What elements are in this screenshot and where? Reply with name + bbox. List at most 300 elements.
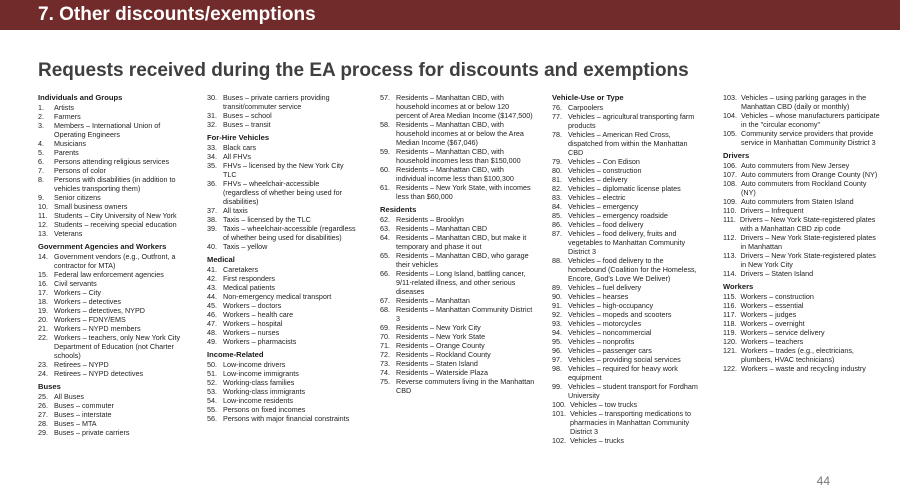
item-number: 49. bbox=[207, 337, 217, 346]
item-text: Taxis – yellow bbox=[223, 242, 268, 251]
item-number: 95. bbox=[552, 337, 562, 346]
list-item bbox=[207, 396, 357, 405]
item-number: 21. bbox=[38, 324, 48, 333]
item-text: Workers – nurses bbox=[223, 328, 280, 337]
item-number: 113. bbox=[723, 251, 737, 260]
item-number: 103. bbox=[723, 93, 737, 102]
item-text: Vehicles – food delivery, fruits and vegetables to Manhattan Community District 3 bbox=[568, 229, 686, 256]
item-number: 13. bbox=[38, 229, 48, 238]
item-text: Persons with disabilities (in addition to vehicles transporting them) bbox=[54, 175, 176, 193]
list-item bbox=[38, 220, 188, 229]
item-text: Persons of color bbox=[54, 166, 106, 175]
item-number: 31. bbox=[207, 111, 217, 120]
item-text: Drivers – Infrequent bbox=[740, 206, 804, 215]
list-item bbox=[552, 166, 702, 175]
item-number: 92. bbox=[552, 310, 562, 319]
list-item bbox=[38, 360, 188, 369]
item-number: 67. bbox=[380, 296, 390, 305]
item-number: 56. bbox=[207, 414, 217, 423]
group-title: Residents bbox=[380, 205, 417, 214]
list-item bbox=[207, 369, 357, 378]
item-text: Buses – interstate bbox=[54, 410, 112, 419]
list-item bbox=[38, 306, 188, 315]
list-item bbox=[380, 147, 535, 165]
list-item bbox=[552, 130, 702, 157]
list-item bbox=[552, 337, 702, 346]
item-text: Auto commuters from New Jersey bbox=[741, 161, 850, 170]
item-number: 3. bbox=[38, 121, 44, 130]
list-item bbox=[207, 319, 357, 328]
item-number: 90. bbox=[552, 292, 562, 301]
item-number: 104. bbox=[723, 111, 737, 120]
item-text: Vehicles – construction bbox=[568, 166, 642, 175]
item-number: 62. bbox=[380, 215, 390, 224]
item-text: Workers – trades (e.g., electricians, plumbers, HVAC technicians) bbox=[741, 346, 854, 364]
item-text: Buses – private carriers bbox=[54, 428, 130, 437]
item-number: 40. bbox=[207, 242, 217, 251]
item-text: Residents – Manhattan CBD, with household incomes at or below 120 percent of Area Median Income ($147,500) bbox=[396, 93, 533, 120]
item-number: 70. bbox=[380, 332, 390, 341]
item-text: Residents – Manhattan CBD, who garage their vehicles bbox=[396, 251, 529, 269]
item-text: Black cars bbox=[223, 143, 257, 152]
list-item bbox=[207, 274, 357, 283]
list-item bbox=[380, 350, 535, 359]
list-group bbox=[552, 93, 702, 445]
item-number: 73. bbox=[380, 359, 390, 368]
item-text: Drivers – New York State-registered plates with a Manhattan CBD zip code bbox=[739, 215, 876, 233]
item-number: 23. bbox=[38, 360, 48, 369]
list-item bbox=[723, 319, 883, 328]
item-number: 108. bbox=[723, 179, 737, 188]
group-title: Vehicle-Use or Type bbox=[552, 93, 624, 102]
item-text: Residents – New York State bbox=[396, 332, 486, 341]
item-number: 118. bbox=[723, 319, 737, 328]
item-number: 111. bbox=[723, 215, 736, 224]
item-text: FHVs – licensed by the New York City TLC bbox=[223, 161, 344, 179]
list-item bbox=[380, 341, 535, 350]
list-item bbox=[723, 111, 883, 129]
item-text: Working-class immigrants bbox=[223, 387, 306, 396]
list-item bbox=[380, 120, 535, 147]
list-item bbox=[552, 283, 702, 292]
group-title: Government Agencies and Workers bbox=[38, 242, 167, 251]
item-text: Taxis – wheelchair-accessible (regardless of whether being used for disabilities) bbox=[223, 224, 356, 242]
list-item bbox=[38, 401, 188, 410]
item-text: Working-class families bbox=[223, 378, 295, 387]
item-number: 11. bbox=[38, 211, 48, 220]
list-item bbox=[207, 224, 357, 242]
item-text: Buses – private carriers providing transit/commuter service bbox=[223, 93, 330, 111]
item-text: Workers – detectives bbox=[54, 297, 121, 306]
item-number: 77. bbox=[552, 112, 562, 121]
list-item bbox=[552, 301, 702, 310]
item-text: Taxis – licensed by the TLC bbox=[223, 215, 311, 224]
item-number: 4. bbox=[38, 139, 44, 148]
item-number: 63. bbox=[380, 224, 390, 233]
item-text: Federal law enforcement agencies bbox=[54, 270, 164, 279]
list-item bbox=[552, 382, 702, 400]
item-text: Vehicles – providing social services bbox=[568, 355, 681, 364]
item-text: Residents – Manhattan CBD, but make it temporary and phase it out bbox=[396, 233, 527, 251]
item-text: Residents – Manhattan bbox=[396, 296, 470, 305]
list-item bbox=[207, 310, 357, 319]
item-number: 36. bbox=[207, 179, 217, 188]
item-number: 119. bbox=[723, 328, 737, 337]
item-number: 114. bbox=[723, 269, 737, 278]
item-text: Low-income immigrants bbox=[223, 369, 299, 378]
item-number: 87. bbox=[552, 229, 562, 238]
item-number: 59. bbox=[380, 147, 390, 156]
item-number: 102. bbox=[552, 436, 566, 445]
list-item bbox=[38, 157, 188, 166]
list-group bbox=[207, 350, 357, 423]
item-text: Reverse commuters living in the Manhattan CBD bbox=[396, 377, 535, 395]
item-text: Non-emergency medical transport bbox=[223, 292, 332, 301]
item-number: 24. bbox=[38, 369, 48, 378]
item-number: 19. bbox=[38, 306, 48, 315]
item-number: 74. bbox=[380, 368, 390, 377]
item-number: 64. bbox=[380, 233, 390, 242]
list-group bbox=[723, 282, 883, 373]
list-item bbox=[207, 93, 357, 111]
list-item bbox=[380, 93, 535, 120]
item-number: 98. bbox=[552, 364, 562, 373]
item-number: 84. bbox=[552, 202, 562, 211]
item-text: Vehicles – motorcycles bbox=[568, 319, 642, 328]
item-number: 80. bbox=[552, 166, 562, 175]
item-number: 27. bbox=[38, 410, 48, 419]
item-number: 38. bbox=[207, 215, 217, 224]
item-text: Auto commuters from Orange County (NY) bbox=[741, 170, 878, 179]
item-number: 35. bbox=[207, 161, 217, 170]
item-number: 20. bbox=[38, 315, 48, 324]
item-text: Vehicles – delivery bbox=[568, 175, 628, 184]
item-text: Vehicles – noncommercial bbox=[568, 328, 652, 337]
list-item bbox=[207, 292, 357, 301]
item-text: Vehicles – transporting medications to pharmacies in Manhattan Community District 3 bbox=[570, 409, 692, 436]
item-number: 100. bbox=[552, 400, 566, 409]
item-text: Buses – transit bbox=[223, 120, 271, 129]
list-item bbox=[723, 129, 883, 147]
item-text: Residents – New York City bbox=[396, 323, 481, 332]
item-text: Workers – doctors bbox=[223, 301, 282, 310]
item-text: Workers – pharmacists bbox=[223, 337, 297, 346]
list-item bbox=[380, 251, 535, 269]
item-number: 89. bbox=[552, 283, 562, 292]
item-text: Workers – NYPD members bbox=[54, 324, 141, 333]
list-item bbox=[723, 93, 883, 111]
item-text: Vehicles – using parking garages in the Manhattan CBD (daily or monthly) bbox=[741, 93, 867, 111]
list-item bbox=[207, 206, 357, 215]
list-group bbox=[207, 93, 357, 129]
item-text: Artists bbox=[54, 103, 74, 112]
item-number: 65. bbox=[380, 251, 390, 260]
item-text: Workers – service delivery bbox=[740, 328, 825, 337]
item-number: 57. bbox=[380, 93, 390, 102]
item-number: 10. bbox=[38, 202, 48, 211]
item-text: Vehicles – agricultural transporting farm products bbox=[568, 112, 695, 130]
item-number: 75. bbox=[380, 377, 390, 386]
list-item bbox=[552, 193, 702, 202]
item-text: Vehicles – passenger cars bbox=[568, 346, 652, 355]
item-text: Vehicles – student transport for Fordham University bbox=[568, 382, 698, 400]
list-item bbox=[380, 332, 535, 341]
item-number: 51. bbox=[207, 369, 217, 378]
item-text: Low-income residents bbox=[223, 396, 293, 405]
item-text: Persons attending religious services bbox=[54, 157, 170, 166]
group-title: Income-Related bbox=[207, 350, 264, 359]
list-item bbox=[38, 297, 188, 306]
list-group bbox=[38, 93, 188, 238]
list-item bbox=[38, 324, 188, 333]
list-item bbox=[723, 161, 883, 170]
item-text: Vehicles – hearses bbox=[568, 292, 629, 301]
item-text: Government vendors (e.g., Outfront, a contractor for MTA) bbox=[54, 252, 176, 270]
item-text: Vehicles – mopeds and scooters bbox=[568, 310, 672, 319]
group-title: Individuals and Groups bbox=[38, 93, 123, 102]
item-text: Auto commuters from Staten Island bbox=[741, 197, 854, 206]
list-item bbox=[207, 242, 357, 251]
item-number: 8. bbox=[38, 175, 44, 184]
list-column-3 bbox=[380, 93, 535, 399]
item-text: Residents – Manhattan CBD, with household incomes at or below the Area Median Income ($67,046) bbox=[396, 120, 524, 147]
list-item bbox=[207, 179, 357, 206]
item-text: Vehicles – Con Edison bbox=[568, 157, 640, 166]
item-text: Workers – detectives, NYPD bbox=[54, 306, 145, 315]
list-item bbox=[38, 369, 188, 378]
item-text: Vehicles – required for heavy work equipment bbox=[568, 364, 678, 382]
item-text: Buses – school bbox=[223, 111, 272, 120]
list-item bbox=[552, 355, 702, 364]
list-item bbox=[552, 103, 702, 112]
item-number: 99. bbox=[552, 382, 562, 391]
item-text: Persons with major financial constraints bbox=[223, 414, 350, 423]
list-item bbox=[723, 197, 883, 206]
item-number: 42. bbox=[207, 274, 217, 283]
item-number: 122. bbox=[723, 364, 737, 373]
item-number: 32. bbox=[207, 120, 217, 129]
item-text: Buses – commuter bbox=[54, 401, 114, 410]
item-text: Residents – Orange County bbox=[396, 341, 485, 350]
item-number: 109. bbox=[723, 197, 737, 206]
group-title: Buses bbox=[38, 382, 61, 391]
item-number: 94. bbox=[552, 328, 562, 337]
list-item bbox=[552, 409, 702, 436]
list-item bbox=[723, 206, 883, 215]
item-number: 61. bbox=[380, 183, 390, 192]
item-number: 68. bbox=[380, 305, 390, 314]
item-number: 44. bbox=[207, 292, 217, 301]
item-text: Civil servants bbox=[54, 279, 97, 288]
item-number: 76. bbox=[552, 103, 562, 112]
item-text: Veterans bbox=[54, 229, 83, 238]
item-text: Retirees – NYPD detectives bbox=[54, 369, 144, 378]
item-number: 66. bbox=[380, 269, 390, 278]
list-item bbox=[207, 265, 357, 274]
list-item bbox=[207, 405, 357, 414]
group-title: Workers bbox=[723, 282, 754, 291]
list-item bbox=[38, 315, 188, 324]
list-item bbox=[552, 310, 702, 319]
item-text: Members – International Union of Operating Engineers bbox=[54, 121, 161, 139]
item-text: Residents – Waterside Plaza bbox=[396, 368, 489, 377]
list-column-4 bbox=[552, 93, 702, 449]
item-number: 93. bbox=[552, 319, 562, 328]
item-number: 55. bbox=[207, 405, 217, 414]
item-text: Auto commuters from Rockland County (NY) bbox=[741, 179, 867, 197]
item-text: Vehicles – food delivery to the homebound (Coalition for the Homeless, Encore, God's Love We Deliver) bbox=[568, 256, 697, 283]
item-number: 71. bbox=[380, 341, 390, 350]
list-item bbox=[380, 323, 535, 332]
list-item bbox=[380, 215, 535, 224]
list-item bbox=[207, 111, 357, 120]
list-item bbox=[38, 270, 188, 279]
item-number: 58. bbox=[380, 120, 390, 129]
item-number: 97. bbox=[552, 355, 562, 364]
list-item bbox=[552, 202, 702, 211]
item-text: All FHVs bbox=[223, 152, 251, 161]
list-item bbox=[38, 166, 188, 175]
list-column-2 bbox=[207, 93, 357, 427]
item-text: Workers – hospital bbox=[223, 319, 283, 328]
item-number: 5. bbox=[38, 148, 44, 157]
list-item bbox=[207, 143, 357, 152]
item-number: 82. bbox=[552, 184, 562, 193]
list-item bbox=[38, 419, 188, 428]
item-text: Vehicles – electric bbox=[568, 193, 626, 202]
item-text: Community service providers that provide service in Manhattan Community District 3 bbox=[741, 129, 876, 147]
item-text: First responders bbox=[223, 274, 275, 283]
page-number: 44 bbox=[816, 474, 830, 488]
list-item bbox=[380, 269, 535, 296]
list-item bbox=[38, 175, 188, 193]
item-text: Vehicles – whose manufacturers participate in the "circular economy" bbox=[741, 111, 880, 129]
item-text: Vehicles – fuel delivery bbox=[568, 283, 642, 292]
item-number: 18. bbox=[38, 297, 48, 306]
item-number: 14. bbox=[38, 252, 48, 261]
item-text: Vehicles – nonprofits bbox=[568, 337, 635, 346]
item-text: Vehicles – diplomatic license plates bbox=[568, 184, 681, 193]
item-number: 72. bbox=[380, 350, 390, 359]
group-title: Drivers bbox=[723, 151, 750, 160]
item-text: Vehicles – emergency bbox=[568, 202, 639, 211]
item-number: 2. bbox=[38, 112, 44, 121]
item-text: Residents – Manhattan CBD bbox=[396, 224, 488, 233]
item-number: 30. bbox=[207, 93, 217, 102]
list-item bbox=[552, 157, 702, 166]
item-number: 17. bbox=[38, 288, 48, 297]
list-item bbox=[38, 211, 188, 220]
list-item bbox=[38, 121, 188, 139]
list-item bbox=[380, 368, 535, 377]
list-item bbox=[552, 256, 702, 283]
list-item bbox=[38, 428, 188, 437]
item-text: Workers – construction bbox=[740, 292, 814, 301]
item-number: 60. bbox=[380, 165, 390, 174]
item-number: 43. bbox=[207, 283, 217, 292]
item-number: 53. bbox=[207, 387, 217, 396]
list-item bbox=[552, 211, 702, 220]
list-column-5 bbox=[723, 93, 883, 377]
slide-heading: Requests received during the EA process for discounts and exemptions bbox=[38, 60, 689, 81]
list-item bbox=[723, 328, 883, 337]
item-text: Drivers – New York State-registered plates in Manhattan bbox=[740, 233, 876, 251]
item-text: Buses – MTA bbox=[54, 419, 97, 428]
list-item bbox=[38, 202, 188, 211]
item-text: Workers – waste and recycling industry bbox=[741, 364, 866, 373]
list-group bbox=[38, 242, 188, 378]
list-item bbox=[38, 148, 188, 157]
item-number: 54. bbox=[207, 396, 217, 405]
item-number: 16. bbox=[38, 279, 48, 288]
list-item bbox=[723, 364, 883, 373]
list-item bbox=[207, 161, 357, 179]
item-text: Vehicles – emergency roadside bbox=[568, 211, 668, 220]
item-text: Vehicles – trucks bbox=[570, 436, 624, 445]
list-group bbox=[207, 255, 357, 346]
item-number: 83. bbox=[552, 193, 562, 202]
item-number: 7. bbox=[38, 166, 44, 175]
list-group bbox=[723, 151, 883, 278]
item-number: 88. bbox=[552, 256, 562, 265]
list-item bbox=[552, 292, 702, 301]
item-text: Vehicles – American Red Cross, dispatched from within the Manhattan CBD bbox=[568, 130, 688, 157]
item-text: FHVs – wheelchair-accessible (regardless of whether being used for disabilities) bbox=[223, 179, 343, 206]
item-number: 25. bbox=[38, 392, 48, 401]
item-number: 81. bbox=[552, 175, 562, 184]
list-group bbox=[380, 205, 535, 395]
item-number: 39. bbox=[207, 224, 217, 233]
list-item bbox=[38, 410, 188, 419]
list-item bbox=[207, 120, 357, 129]
item-text: Residents – Rockland County bbox=[396, 350, 491, 359]
item-text: Workers – judges bbox=[740, 310, 797, 319]
item-text: Residents – Manhattan Community District 3 bbox=[396, 305, 533, 323]
item-text: Small business owners bbox=[54, 202, 128, 211]
item-text: Vehicles – high-occupancy bbox=[568, 301, 654, 310]
list-item bbox=[207, 152, 357, 161]
list-item bbox=[207, 360, 357, 369]
item-text: Workers – teachers bbox=[741, 337, 804, 346]
item-text: Workers – essential bbox=[740, 301, 804, 310]
list-item bbox=[723, 310, 883, 319]
list-item bbox=[723, 251, 883, 269]
list-column-1 bbox=[38, 93, 188, 441]
list-item bbox=[552, 229, 702, 256]
group-title: For-Hire Vehicles bbox=[207, 133, 270, 142]
item-number: 26. bbox=[38, 401, 48, 410]
list-item bbox=[38, 193, 188, 202]
item-text: Low-income drivers bbox=[223, 360, 286, 369]
list-item bbox=[38, 139, 188, 148]
item-text: Workers – City bbox=[54, 288, 101, 297]
item-number: 110. bbox=[723, 206, 737, 215]
list-item bbox=[552, 175, 702, 184]
item-number: 107. bbox=[723, 170, 737, 179]
item-text: Drivers – New York State-registered plates in New York City bbox=[740, 251, 876, 269]
item-number: 34. bbox=[207, 152, 217, 161]
group-title: Medical bbox=[207, 255, 235, 264]
item-number: 121. bbox=[723, 346, 737, 355]
list-item bbox=[38, 333, 188, 360]
item-number: 22. bbox=[38, 333, 48, 342]
list-item bbox=[207, 283, 357, 292]
item-number: 52. bbox=[207, 378, 217, 387]
section-title: 7. Other discounts/exemptions bbox=[38, 4, 316, 25]
item-text: Senior citizens bbox=[54, 193, 101, 202]
item-number: 45. bbox=[207, 301, 217, 310]
item-number: 91. bbox=[552, 301, 562, 310]
